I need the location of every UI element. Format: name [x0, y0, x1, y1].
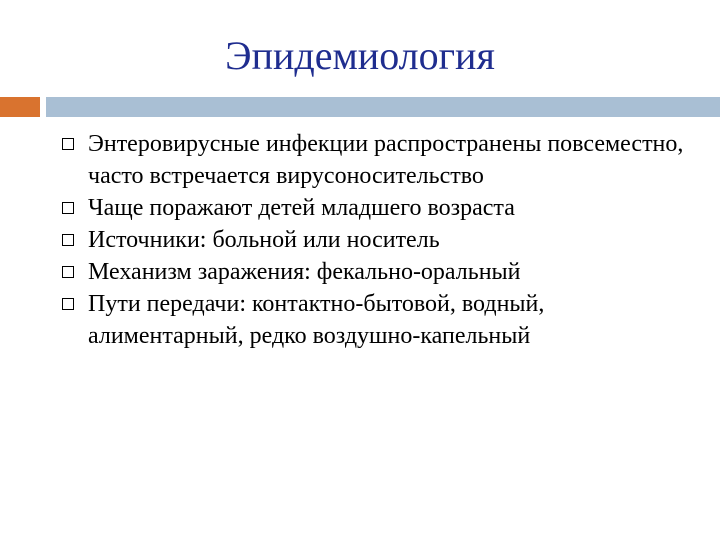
- bullet-item: [60, 224, 700, 256]
- bullet-item: [60, 256, 700, 288]
- bullet-text: Механизм заражения: фекально-оральный: [88, 259, 521, 285]
- square-outline-bullet-icon: [62, 298, 74, 310]
- bullet-item: [60, 192, 700, 224]
- bullet-list: [60, 128, 700, 352]
- bullet-text: Источники: больной или носитель: [88, 227, 440, 253]
- bullet-item: [60, 128, 700, 192]
- square-outline-bullet-icon: [62, 202, 74, 214]
- accent-bar-orange: [0, 97, 40, 117]
- bullet-text: Энтеровирусные инфекции распространены повсеместно, часто встречается вирусоносительство: [88, 131, 684, 189]
- bullet-text: Чаще поражают детей младшего возраста: [88, 195, 515, 221]
- bullet-text: Пути передачи: контактно-бытовой, водный, алиментарный, редко воздушно-капельный: [88, 291, 545, 349]
- square-outline-bullet-icon: [62, 234, 74, 246]
- square-outline-bullet-icon: [62, 266, 74, 278]
- accent-bar-blue: [46, 97, 720, 117]
- bullet-item: [60, 288, 700, 352]
- slide-title: Эпидемиология: [225, 33, 495, 78]
- square-outline-bullet-icon: [62, 138, 74, 150]
